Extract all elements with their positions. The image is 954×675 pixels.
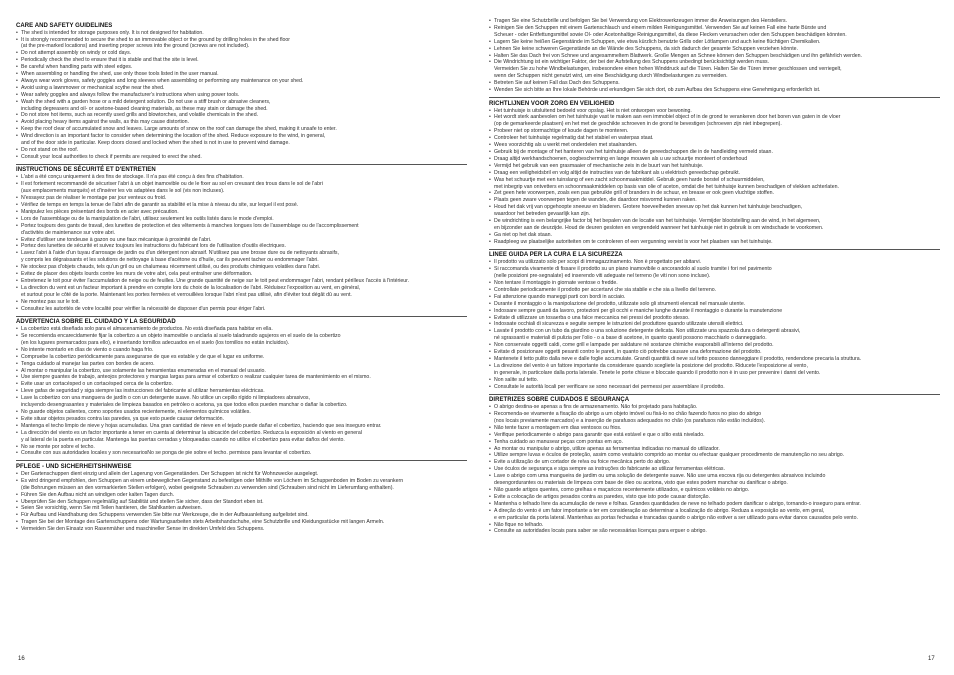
bullet-item-continuation: e em particular da porta lateral. Mantenhas as portas fechadas e trancadas quando o abrigo não estiver a ser utilizado para evitar danos causados pelo vento.	[494, 514, 858, 521]
bullet-item: • Evite a utilização de um cortador de relva ou foice mecânica perto do abrigo.	[489, 459, 940, 466]
bullet-item: • The shed is intended for storage purposes only. It is not designed for habitation.	[16, 30, 467, 37]
bullet-item: • Plaats geen zware voorwerpen tegen de wanden, die daardoor misvormd kunnen raken.	[489, 197, 940, 204]
bullet-item: • Vermijd het gebruik van een grasmaaier of mechanische zeis in de buurt van het tuinhuisje.	[489, 163, 940, 170]
bullet-item-continuation: (aux emplacements marqués) et d'insérer les vis adaptées dans le sol (vis non incluses).	[21, 188, 225, 195]
bullet-item-continuation: met inbegrip van ontvetters en schoonmaakmiddelen op basis van olie of aceton, omdat die het tuinhuisje kunnen beschadigen of vlekken achterlaten.	[494, 183, 839, 190]
bullet-item: • Draag altijd werkhandschoenen, oogbescherming en lange mouwen als u uw schuurtje monteert of onderhoud	[489, 156, 940, 163]
bullet-item: • Lleve gafas de seguridad y siga siempre las instrucciones del fabricante al utilizar herramientas eléctricas.	[16, 388, 467, 395]
bullet-item-continuation: d'activités de maintenance sur votre abri.	[21, 229, 116, 236]
bullet-item: • Fai attenzione quando maneggi parti con bordi in acciaio.	[489, 294, 940, 301]
bullet-item: • Evitate di posizionare oggetti pesanti contro le pareti, in quanto ciò potrebbe causare una deformazione del prodotto.	[489, 349, 940, 356]
bullet-list	[16, 471, 467, 533]
bullet-item: • No intente montarlo en días de viento o cuando haga frío.	[16, 347, 467, 354]
bullet-item: • Lave o abrigo com uma mangueira de jardim ou uma solução de detergente suave. Não use uma escova rija ou detergentes abrasivos incluindo	[489, 473, 940, 480]
bullet-item-continuation: y al lateral de la puerta en particular. Mantenga las puertas cerradas y bloqueadas cuando no utilice el cobertizo para evitar daños del viento.	[21, 436, 345, 443]
bullet-item-continuation: né sgrassanti e materiali di pulizia per l'olio - o a base di acetone, in quanto questi possono macchiarlo o danneggiarlo.	[494, 335, 767, 342]
bullet-item-continuation: wenn der Schuppen nicht genutzt wird, um eine Beschädigung durch Windbelastungen zu vermeiden.	[494, 73, 728, 80]
bullet-item: • N'essayez pas de réaliser le montage par jour venteux ou froid.	[16, 195, 467, 202]
bullet-item: • No se monte por sobre el techo.	[16, 444, 467, 451]
section-heading: RICHTLIJNEN VOOR ZORG EN VEILIGHEID	[489, 97, 940, 108]
left-page-column	[16, 18, 467, 533]
bullet-item: • Manipulez les pièces présentant des bords en acier avec précaution.	[16, 209, 467, 216]
section-diretrizes-sobre-cuidados-e-seguranca	[489, 394, 940, 536]
section-heading: CARE AND SAFETY GUIDELINES	[16, 22, 113, 29]
bullet-item: • Lavate il prodotto con un tubo da giardino o una soluzione detergente delicata. Non utilizzate una spazzola dura o detergenti abrasivi,	[489, 328, 940, 335]
bullet-item: • Consultez les autorités de votre localité pour vérifier la nécessité de disposer d'un permis pour ériger l'abri.	[16, 306, 467, 313]
bullet-item: • Reinigen Sie den Schuppen mit einem Gartenschlauch und einem milden Reinigungsmittel. Verwenden Sie auf keinen Fall eine harte Bürste und	[489, 25, 940, 32]
bullet-item: • La cobertizo está diseñada solo para el almacenamiento de productos. No está diseñada para habitar en ella.	[16, 326, 467, 333]
bullet-item: • Ne montez pas sur le toit.	[16, 299, 467, 306]
bullet-item: • Lors de l'assemblage ou de la manipulation de l'abri, utilisez seulement les outils listés dans le mode d'emploi.	[16, 216, 467, 223]
bullet-item: • Mantenha o telhado livre da acumulação de neve e folhas. Grandes quantidades de neve no telhado podem danificar o abrigo, tornando-o inseguro para entrar.	[489, 501, 940, 508]
bullet-item: • No guarde objetos calientes, como soportes usados recientemente, ni elementos químicos volátiles.	[16, 409, 467, 416]
section-pflege-und-sicherheitshinweise	[16, 460, 467, 533]
bullet-item: • Não tente fazer a montagem em dias ventosos ou frios.	[489, 425, 940, 432]
bullet-item: • Recomenda-se vivamente a fixação do abrigo a um objeto imóvel ou fixá-lo no chão fazendo furos no piso do abrigo	[489, 411, 940, 418]
bullet-item: • Betreten Sie auf keinen Fall das Dach des Schuppens.	[489, 80, 940, 87]
bullet-item: • La direzione del vento è un fattore importante da considerare quando scegliete la posizione del prodotto. Riducete l'esposizione al vento,	[489, 363, 940, 370]
bullet-item-continuation: incluyendo desengrasantes y materiales de limpieza basados en petróleo o acetona, ya que todos ellos pueden manchar o dañar la cobertizo.	[21, 402, 348, 409]
bullet-item: • It is strongly recommended to secure the shed to an immovable object or the ground by drilling holes in the shed floor	[16, 37, 467, 44]
bullet-item: • Gebruik bij de montage of het hanteren van het tuinhuisje alleen de gereedschappen die in de handleiding vermeld staan.	[489, 149, 940, 156]
bullet-item: • Lehnen Sie keine schweren Gegenstände an die Wände des Schuppens, da sich dadurch der gesamte Schuppen verziehen könnte.	[489, 46, 940, 53]
bullet-item-continuation: desengordurantes ou materiais de limpeza com base de óleo ou acetona, visto que estes podem manchar ou danificar o abrigo.	[494, 480, 788, 487]
section-richtlijnen-voor-zorg-en-veiligheid	[489, 97, 940, 246]
bullet-list	[489, 18, 940, 94]
bullet-item: • Tenga cuidado al manejar las partes con bordes de acero.	[16, 361, 467, 368]
bullet-item: • Controleer het tuinhuisje regelmatig dat het stabiel en waterpas staat.	[489, 135, 940, 142]
section-instructions-de-securite-et-d-entretien	[16, 164, 467, 313]
bullet-list	[489, 259, 940, 390]
bullet-item: • Use óculos de segurança e siga sempre as instruções do fabricante ao utilizar ferramentas elétricas.	[489, 466, 940, 473]
bullet-item-continuation: (nos locais previamente marcados) e a inserção de parafusos adequados no chão (os parafusos não estão incluídos).	[494, 417, 766, 424]
bullet-item: • When assembling or handling the shed, use only those tools listed in the user manual.	[16, 71, 467, 78]
bullet-item: • Não guarde artigos quentes, como grelhas e maçaricos recentemente utilizados, e químicos voláteis no abrigo.	[489, 487, 940, 494]
bullet-item: • Compruebe la cobertizo periódicamente para asegurarse de que es estable y de que el lugar es uniforme.	[16, 354, 467, 361]
bullet-item-continuation: Vermeiden Sie zu hohe Windbelastungen, insbesondere einen hohen Winddruck auf die Türen. Halten Sie die Türen immer geschlossen und verriegelt,	[494, 66, 842, 73]
bullet-item: • Der Gartenschuppen dient einzig und allein der Lagerung von Gegenständen. Der Schuppen ist nicht für Wohnzwecke ausgelegt.	[16, 471, 467, 478]
bullet-item: • Wenden Sie sich bitte an Ihre lokale Behörde und erkundigen Sie sich dort, ob zum Aufbau des Schuppens eine Genehmigung erforderlich ist.	[489, 87, 940, 94]
bullet-list	[16, 30, 467, 161]
bullet-item: • Use siempre guantes de trabajo, anteojos protectores y mangas largas para armar el cobertizo o realizar cualquier tarea de mantenimiento en el mismo.	[16, 374, 467, 381]
bullet-item: • Ga niet op het dak staan.	[489, 232, 940, 239]
bullet-item: • Houd het dak vrij van opgehoopte sneeuw en bladeren. Grotere hoeveelheden sneeuw op het dak kunnen het tuinhuisje beschadigen,	[489, 204, 940, 211]
bullet-item-continuation: and of the door side in particular. Keep doors closed and locked when the shed is not in use to prevent wind damage.	[21, 140, 290, 147]
bullet-item: • Be careful when handling parts with steel edges.	[16, 64, 467, 71]
bullet-item: • Si raccomanda vivamente di fissare il prodotto su un piano inamovibile o ancorandolo al suolo tramite i fori nel pavimento	[489, 266, 940, 273]
bullet-item-continuation: et surtout pour le côté de la porte. Maintenant les portes fermées et verrouillées lorsque l'abri n'est pas utilisé, afin d'éviter tout dégât dû au vent.	[21, 291, 352, 298]
bullet-item: • Mantenga el techo limpio de nieve y hojas acumuladas. Una gran cantidad de nieve en el tejado puede dañar el cobertizo, haciendo que sea inseguro entrar.	[16, 423, 467, 430]
bullet-item: • De windrichting is een belangrijke factor bij het bepalen van de locatie van het tuinhuisje. Vermijder blootstelling aan de wind, in het algemeen,	[489, 218, 940, 225]
bullet-item: • Wear safety goggles and always follow the manufacturer's instructions when using power tools.	[16, 92, 467, 99]
bullet-list	[489, 404, 940, 535]
bullet-item: • Do not stand on the roof.	[16, 147, 467, 154]
bullet-item: • Durante il montaggio o la manipolazione del prodotto, utilizzate solo gli strumenti elencati nel manuale utente.	[489, 301, 940, 308]
bullet-item: • Entretenez le toit pour éviter l'accumulation de neige ou de feuilles. Une grande quantité de neige sur le toit peut endommager l'abri, rendant périlleux l'accès à l'intérieur.	[16, 278, 467, 285]
bullet-item: • Wees voorzichtig als u werkt met onderdelen met staalranden.	[489, 142, 940, 149]
bullet-item: • Indossare sempre guanti da lavoro, protezioni per gli occhi e maniche lunghe durante il montaggio o durante la manutenzione	[489, 308, 940, 315]
section-advertencia-sobre-el-cuidado-y-la-seguri	[16, 316, 467, 458]
bullet-item-continuation: (at the pre-marked locations) and inserting proper screws into the ground (screws are not included).	[21, 43, 250, 50]
bullet-item: • Überprüfen Sie den Schuppen regelmäßig auf Stabilität und stellen Sie sicher, dass der Standort eben ist.	[16, 499, 467, 506]
bullet-item: • La direction du vent est un facteur important à prendre en compte lors du choix de la localisation de l'abri. Réduisez l'exposition au vent, en général,	[16, 285, 467, 292]
bullet-item-continuation: Scheuer - oder Entfettungsmittel sowie Öl- oder Acetonhaltige Reinigungsmittel, da diese Flecken verursachen oder den Schuppen beschädigen könnten.	[494, 31, 847, 38]
bullet-item: • Consulte con sus autoridades locales y son necesariosNo se ponga de pie sobre el techo. permisos para levantar el cobertizo.	[16, 450, 467, 457]
bullet-item: • Não fique no telhado.	[489, 522, 940, 529]
bullet-item: • Évitez d'utiliser une tondeuse à gazon ou une faux mécanique à proximité de l'abri.	[16, 237, 467, 244]
bullet-item: • Draag een veiligheidsbril en volg altijd de instructies van de fabrikant als u elektrisch gereedschap gebruikt.	[489, 170, 940, 177]
bullet-item: • Utilize sempre luvas e óculos de proteção, assim como vestuário comprido ao montar ou efectuar qualquer procedimento de manutenção no seu abrigo.	[489, 452, 940, 459]
bullet-item: • Indossate occhiali di sicurezza e seguite sempre le istruzioni del produttore quando utilizzate utensili elettrici.	[489, 321, 940, 328]
section-continued	[489, 18, 940, 94]
bullet-item: • Il prodotto va utilizzato solo per scopi di immagazzinamento. Non è progettato per abitarvi.	[489, 259, 940, 266]
bullet-item: • Portez des lunettes de sécurité et suivez toujours les instructions du fabricant lors de l'utilisation d'outils électriques.	[16, 243, 467, 250]
bullet-item: • O abrigo destina-se apenas a fins de armazenamento. Não foi projetado para habitação.	[489, 404, 940, 411]
bullet-list	[16, 174, 467, 312]
bullet-item: • Do not store hot items, such as recently used grills and blowtorches, and volatile chemicals in the shed.	[16, 112, 467, 119]
bullet-list	[16, 326, 467, 457]
bullet-item-continuation: (en los lugares premarcados para ello), e insertando tornillos adecuados en el suelo (los tornillos no están incluidos).	[21, 339, 290, 346]
bullet-item: • La dirección del viento es un factor importante a tener en cuenta al determinar la ubicación del cobertizo. Reduzca la exposición al viento en general	[16, 430, 467, 437]
bullet-item: • L'abri a été conçu uniquement à des fins de stockage. Il n'a pas été conçu à des fins d'habitation.	[16, 174, 467, 181]
section-heading: DIRETRIZES SOBRE CUIDADOS E SEGURANÇA	[489, 394, 940, 405]
bullet-item: • Lagern Sie keine heißen Gegenstände im Schuppen, wie etwa kürzlich benutzte Grills oder Lötlampen und auch keine flüchtigen Chemikalien.	[489, 39, 940, 46]
bullet-item: • Periodically check the shed to ensure that it is stable and that the site is level.	[16, 57, 467, 64]
bullet-item-continuation: waardoor het betreden gevaarlijk kan zijn.	[494, 211, 591, 218]
bullet-item: • Évitez de placer des objets lourds contre les murs de votre abri, cela peut entraîner une déformation.	[16, 271, 467, 278]
bullet-item: • Vérifiez de temps en temps la tenue de l'abri afin de garantir sa stabilité et la mise à niveau du site, sur lequel il est posé.	[16, 202, 467, 209]
bullet-item: • Führen Sie den Aufbau nicht an windigen oder kalten Tagen durch.	[16, 492, 467, 499]
bullet-item: • Evitate di utilizzare un tosaerba o una falce meccanica nei pressi del prodotto stesso.	[489, 315, 940, 322]
bullet-item: • Vermeiden Sie den Einsatz von Rasenmäher und maschineller Sense im direkten Umfeld des Schuppens.	[16, 526, 467, 533]
bullet-item: • Il est fortement recommandé de sécuriser l'abri à un objet inamovible ou de le fixer au sol en creusant des trous dans le sol de l'abri	[16, 181, 467, 188]
bullet-item: • Die Windrichtung ist ein wichtiger Faktor, der bei der Aufstellung des Schuppens unbedingt berücksichtigt werden muss.	[489, 59, 940, 66]
bullet-item: • Non salite sul tetto.	[489, 377, 940, 384]
section-heading: ADVERTENCIA SOBRE EL CUIDADO Y LA SEGURIDAD	[16, 316, 467, 327]
page-number-left: 16	[18, 656, 25, 662]
section-heading: PFLEGE - UND SICHERHEITSHINWEISE	[16, 460, 467, 471]
bullet-item: • Consult your local authorities to check if permits are required to erect the shed.	[16, 154, 467, 161]
bullet-item-continuation: en bijzonder aan de deurzijde. Houd de deuren gesloten en vergrendeld wanneer het tuinhuisje niet in gebruik is om windschade te voorkomen.	[494, 224, 824, 231]
bullet-item-continuation: including degreasers and oil- or acetone-based cleaning materials, as these may stain or damage the shed.	[21, 105, 268, 112]
bullet-item: • Non tentare il montaggio in giornate ventose o fredde.	[489, 280, 940, 287]
bullet-item: • Ao montar ou manipular o abrigo, utilize apenas as ferramentas indicadas no manual do utilizador.	[489, 446, 940, 453]
bullet-item: • Portez toujours des gants de travail, des lunettes de protection et des vêtements à manches longues lors de l'assemblage ou de l'accomplissement	[16, 223, 467, 230]
bullet-item: • Consulte as autoridades locais para saber se são necessárias licenças para erguer o abrigo.	[489, 528, 940, 535]
bullet-item: • Verifique periodicamente o abrigo para garantir que está estável e que o sítio está nivelado.	[489, 432, 940, 439]
bullet-item: • Evite situar objetos pesados contra las paredes, ya que esto puede causar deformación.	[16, 416, 467, 423]
bullet-item: • Für Aufbau und Handhabung des Schuppens verwenden Sie bitte nur Werkzeuge, die in der Aufbauanleitung aufgelistet sind.	[16, 512, 467, 519]
section-heading: LINEE GUIDA PER LA CURA E LA SICUREZZA	[489, 249, 940, 260]
bullet-item: • Wind direction is an important factor to consider when determining the location of the shed. Reduce exposure to the wind, in general,	[16, 133, 467, 140]
bullet-item: • Non conservate oggetti caldi, come grill e lampade per saldature né sostanze chimiche evaporabili all'interno del prodotto.	[489, 342, 940, 349]
bullet-item: • Tenha cuidado ao manusear peças com pontas em aço.	[489, 439, 940, 446]
bullet-item: • Tragen Sie eine Schutzbrille und befolgen Sie bei Verwendung von Elektrowerkzeugen immer die Anweisungen des Herstellers.	[489, 18, 940, 25]
right-page-column	[489, 18, 940, 535]
bullet-item: • Ne stockez pas d'objets chauds, tels qu'un gril ou un chalumeau récemment utilisé, ou des produits chimiques volatiles dans l'abri.	[16, 264, 467, 271]
section-heading: INSTRUCTIONS DE SÉCURITÉ ET D'ENTRETIEN	[16, 164, 467, 175]
bullet-item: • Tragen Sie bei der Montage des Gartenschuppens oder Wartungsarbeiten stets Arbeitshandschuhe, eine Schutzbrille und Kleidungsstücke mit langen Ärmeln.	[16, 519, 467, 526]
bullet-item-continuation: (nelle posizioni pre-segnalate) ed inserendo viti adeguate nel terreno (le viti non sono incluse).	[494, 273, 711, 280]
bullet-item: • Consultate le autorità locali per verificare se sono necessari dei permessi per assemblare il prodotto.	[489, 384, 940, 391]
bullet-item: • Het wordt sterk aanbevolen om het tuinhuisje vast te maken aan een immobiel object of in de grond te verankeren door het boren van gaten in de vloer	[489, 114, 940, 121]
bullet-item: • Halten Sie das Dach frei von Schnee und angesammeltem Blattwerk. Große Mengen an Schnee können den Schuppen beschädigen und ihn gefährlich werden.	[489, 53, 940, 60]
bullet-item: • Probeer niet op stormachtige of koude dagen te monteren.	[489, 128, 940, 135]
bullet-item: • Do not attempt assembly on windy or cold days.	[16, 50, 467, 57]
bullet-item: • Mantenete il tetto pulito dalla neve e dalle foglie accumulate. Grandi quantità di neve sul tetto possono danneggiare il prodotto, rendendone precaria la struttura.	[489, 356, 940, 363]
bullet-item: • Raadpleeg uw plaatselijke autoriteiten om te controleren of een vergunning vereist is voor het plaatsen van het tuinhuisje.	[489, 239, 940, 246]
bullet-item-continuation: in generale, in particolare dalla porta laterale. Tenete le porte chiuse e bloccate quando il prodotto non è in uso per prevenire i danni del vento.	[494, 369, 821, 376]
bullet-item: • Es wird dringend empfohlen, den Schuppen an einem unbeweglichen Gegenstand zu befestigen oder Mithilfe von Löchern im Schuppenboden im Boden zu verankern	[16, 478, 467, 485]
bullet-item: • Lavez l'abri à l'aide d'un tuyau d'arrosage de jardin ou d'un détergent non abrasif. N'utilisez pas une brosse dure ou de nettoyants abrasifs,	[16, 250, 467, 257]
bullet-item: • Avoid placing heavy items against the walls, as this may cause distortion.	[16, 119, 467, 126]
bullet-item: • Wash the shed with a garden hose or a mild detergent solution. Do not use a stiff brush or abrasive cleaners,	[16, 99, 467, 106]
bullet-item-continuation: (op de gemarkeerde plaatsen) en het met de geschikte schroeven in de grond te bevestigen (schroeven zijn niet inbegrepen).	[494, 121, 782, 128]
bullet-list	[489, 108, 940, 246]
bullet-item: • Evite a colocação de artigos pesados contra as paredes, visto que isto pode causar distorção.	[489, 494, 940, 501]
bullet-item-continuation: y compris les dégraissants et les solutions de nettoyage à base d'acétone ou d'huile, car ils peuvent tacher ou endommager l'abri.	[21, 257, 319, 264]
bullet-item: • Seien Sie vorsichtig, wenn Sie mit Teilen hantieren, die Stahlkanten aufweisen.	[16, 505, 467, 512]
bullet-item: • Avoid using a lawnmower or mechanical scythe near the shed.	[16, 85, 467, 92]
page-number-right: 17	[928, 656, 935, 662]
section-linee-guida-per-la-cura-e-la-sicurezza	[489, 249, 940, 391]
section-care-and-safety-guidelines	[16, 21, 467, 161]
bullet-item: • Was het schuurtje met een tuinslang of een zacht schoonmaakmiddel. Gebruik geen harde borstel of schuurmiddelen,	[489, 177, 940, 184]
bullet-item: • Se recomienda encarecidamente fijar la cobertizo a un objeto inamovible o anclarla al suelo taladrando agujeros en el suelo de la cobertizo	[16, 333, 467, 340]
bullet-item: • Evite usar un cortacésped o un cortacésped cerca de la cobertizo.	[16, 381, 467, 388]
bullet-item: • Het tuinhuisje is uitsluitend bedoeld voor opslag. Het is niet ontworpen voor bewoning.	[489, 108, 940, 115]
bullet-item: • Zet geen hete voorwerpen, zoals een pas gebruikte grill of branders in de schuur, en brease er ook geen vluchtige stoffen.	[489, 190, 940, 197]
bullet-item: • Controllate periodicamente il prodotto per accertarvi che sia stabile e che sia a livello del terreno.	[489, 287, 940, 294]
bullet-item: • A direção do vento é um fator importante a ter em consideração ao determinar a localização do abrigo. Reduza a exposição ao vento, em geral,	[489, 508, 940, 515]
bullet-item-continuation: (die Bohrungen müssen an den vormarkierten Stellen erfolgen), wobei geeignete Schrauben zu verwenden sind (Schrauben sind nicht im Lieferumfang enthalten).	[21, 484, 394, 491]
bullet-item: • Keep the roof clear of accumulated snow and leaves. Large amounts of snow on the roof can damage the shed, making it unsafe to enter.	[16, 126, 467, 133]
bullet-item: • Al montar o manipular la cobertizo, use solamente las herramientas enumeradas en el manual del usuario.	[16, 368, 467, 375]
bullet-item: • Always wear work gloves, safety goggles and long sleeves when assembling or performing any maintenance on your shed.	[16, 78, 467, 85]
bullet-item: • Lave la cobertizo con una manguera de jardín o con un detergente suave. No utilice un cepillo rígido ni limpiadores abrasivos,	[16, 395, 467, 402]
